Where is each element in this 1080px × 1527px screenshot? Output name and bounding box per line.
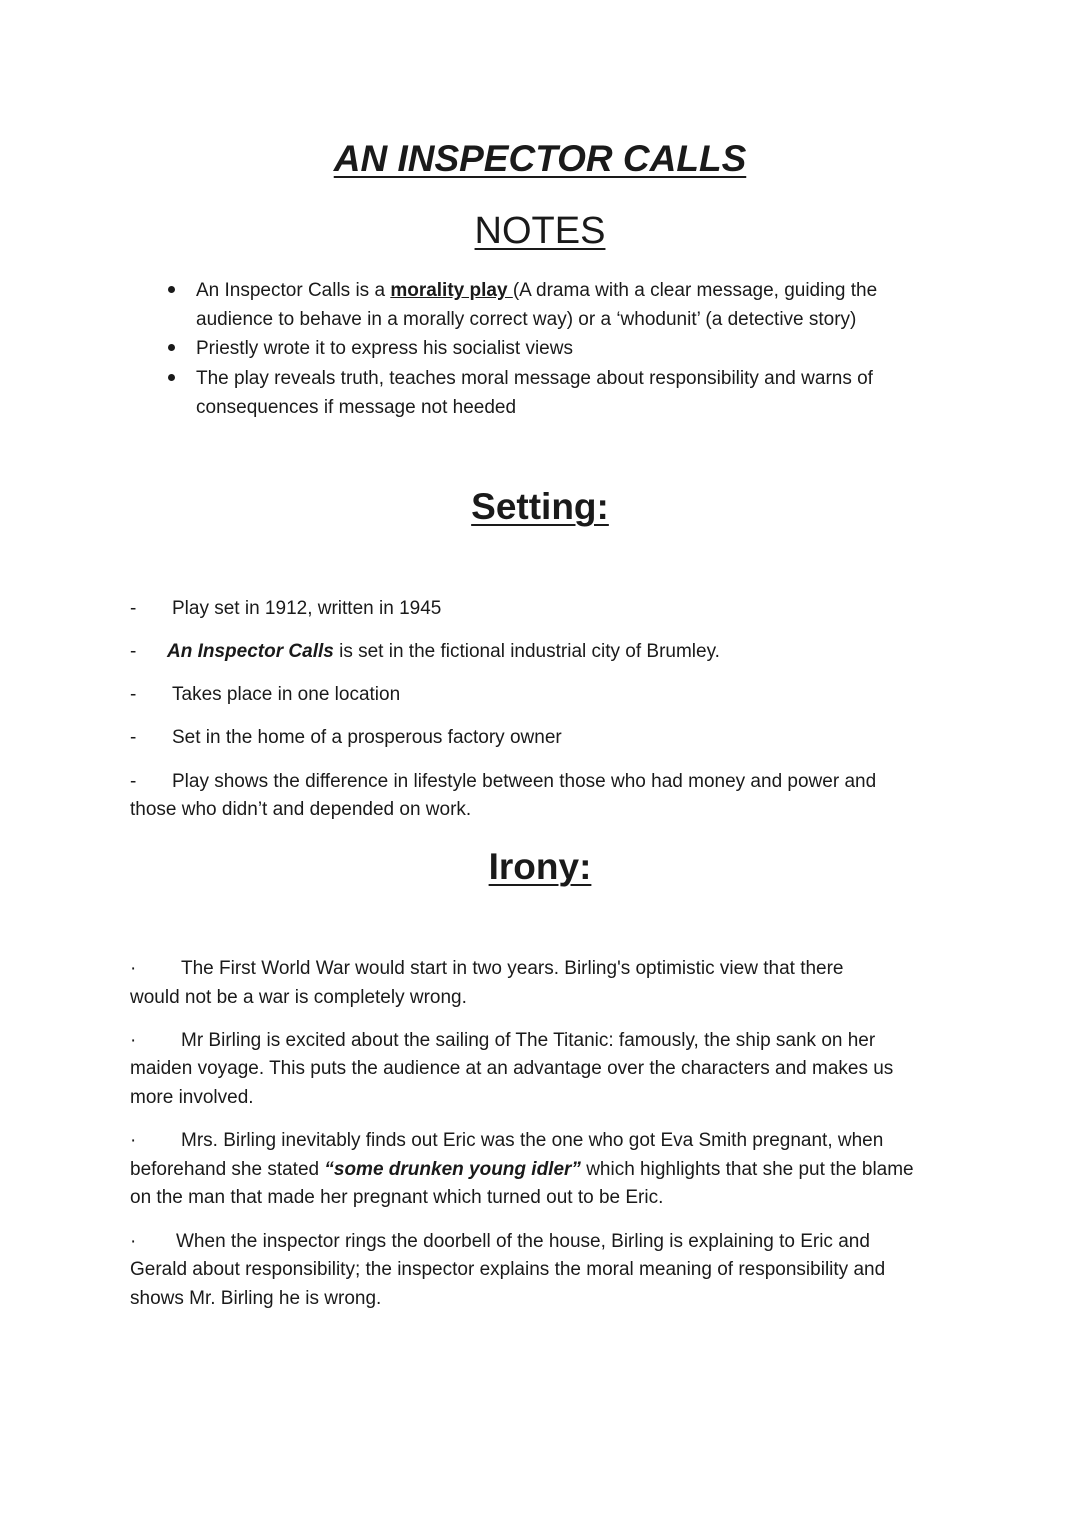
setting-item-2: An Inspector Calls is set in the fictional industrial city of Brumley. — [167, 641, 720, 662]
play-title-emphasis: An Inspector Calls — [167, 641, 334, 662]
irony-p1-line-2: would not be a war is completely wrong. — [130, 987, 467, 1008]
page-subtitle: NOTES — [474, 210, 606, 252]
dot-marker: · — [130, 1030, 137, 1051]
bullet-icon — [168, 286, 175, 293]
dash-marker: - — [130, 727, 137, 748]
morality-play-term: morality play — [390, 280, 513, 301]
intro-bullet-1-line-2: audience to behave in a morally correct way) or a ‘whodunit’ (a detective story) — [196, 309, 857, 330]
setting-item-5-line-2: those who didn’t and depended on work. — [130, 799, 472, 820]
irony-p2-line-1: Mr Birling is excited about the sailing of The Titanic: famously, the ship sank on her — [181, 1030, 876, 1051]
dot-marker: · — [130, 1231, 137, 1252]
irony-p3-line-2: beforehand she stated “some drunken young idler” which highlights that she put the blame — [130, 1159, 914, 1180]
intro-bullet-3-line-2: consequences if message not heeded — [196, 397, 517, 418]
irony-p1-line-1: The First World War would start in two years. Birling's optimistic view that there — [181, 958, 844, 979]
irony-p2-line-2: maiden voyage. This puts the audience at an advantage over the characters and makes us — [130, 1058, 894, 1079]
bullet-icon — [168, 374, 175, 381]
bullet-icon — [168, 344, 175, 351]
irony-p3-line-1: Mrs. Birling inevitably finds out Eric was the one who got Eva Smith pregnant, when — [181, 1130, 884, 1151]
dot-marker: · — [130, 958, 137, 979]
setting-item-3: Takes place in one location — [172, 684, 401, 705]
intro-bullet-2: Priestly wrote it to express his socialist views — [196, 338, 573, 359]
irony-p4-line-3: shows Mr. Birling he is wrong. — [130, 1288, 382, 1309]
intro-bullet-1-line-1: An Inspector Calls is a morality play (A drama with a clear message, guiding the — [196, 280, 878, 301]
intro-bullet-3-line-1: The play reveals truth, teaches moral message about responsibility and warns of — [196, 368, 873, 389]
dash-marker: - — [130, 598, 137, 619]
irony-p2-line-3: more involved. — [130, 1087, 254, 1108]
dash-marker: - — [130, 684, 137, 705]
setting-item-4: Set in the home of a prosperous factory owner — [172, 727, 562, 748]
dash-marker: - — [130, 641, 137, 662]
setting-item-1: Play set in 1912, written in 1945 — [172, 598, 442, 619]
quote-emphasis: “some drunken young idler” — [324, 1159, 581, 1180]
setting-item-5-line-1: Play shows the difference in lifestyle between those who had money and power and — [172, 771, 877, 792]
page-title: AN INSPECTOR CALLS — [333, 138, 747, 179]
setting-heading: Setting: — [471, 486, 609, 527]
irony-p4-line-1: When the inspector rings the doorbell of the house, Birling is explaining to Eric and — [176, 1231, 870, 1252]
irony-p4-line-2: Gerald about responsibility; the inspector explains the moral meaning of responsibility and — [130, 1259, 886, 1280]
dash-marker: - — [130, 771, 137, 792]
irony-heading: Irony: — [488, 846, 592, 887]
dot-marker: · — [130, 1130, 137, 1151]
irony-p3-line-3: on the man that made her pregnant which turned out to be Eric. — [130, 1187, 664, 1208]
